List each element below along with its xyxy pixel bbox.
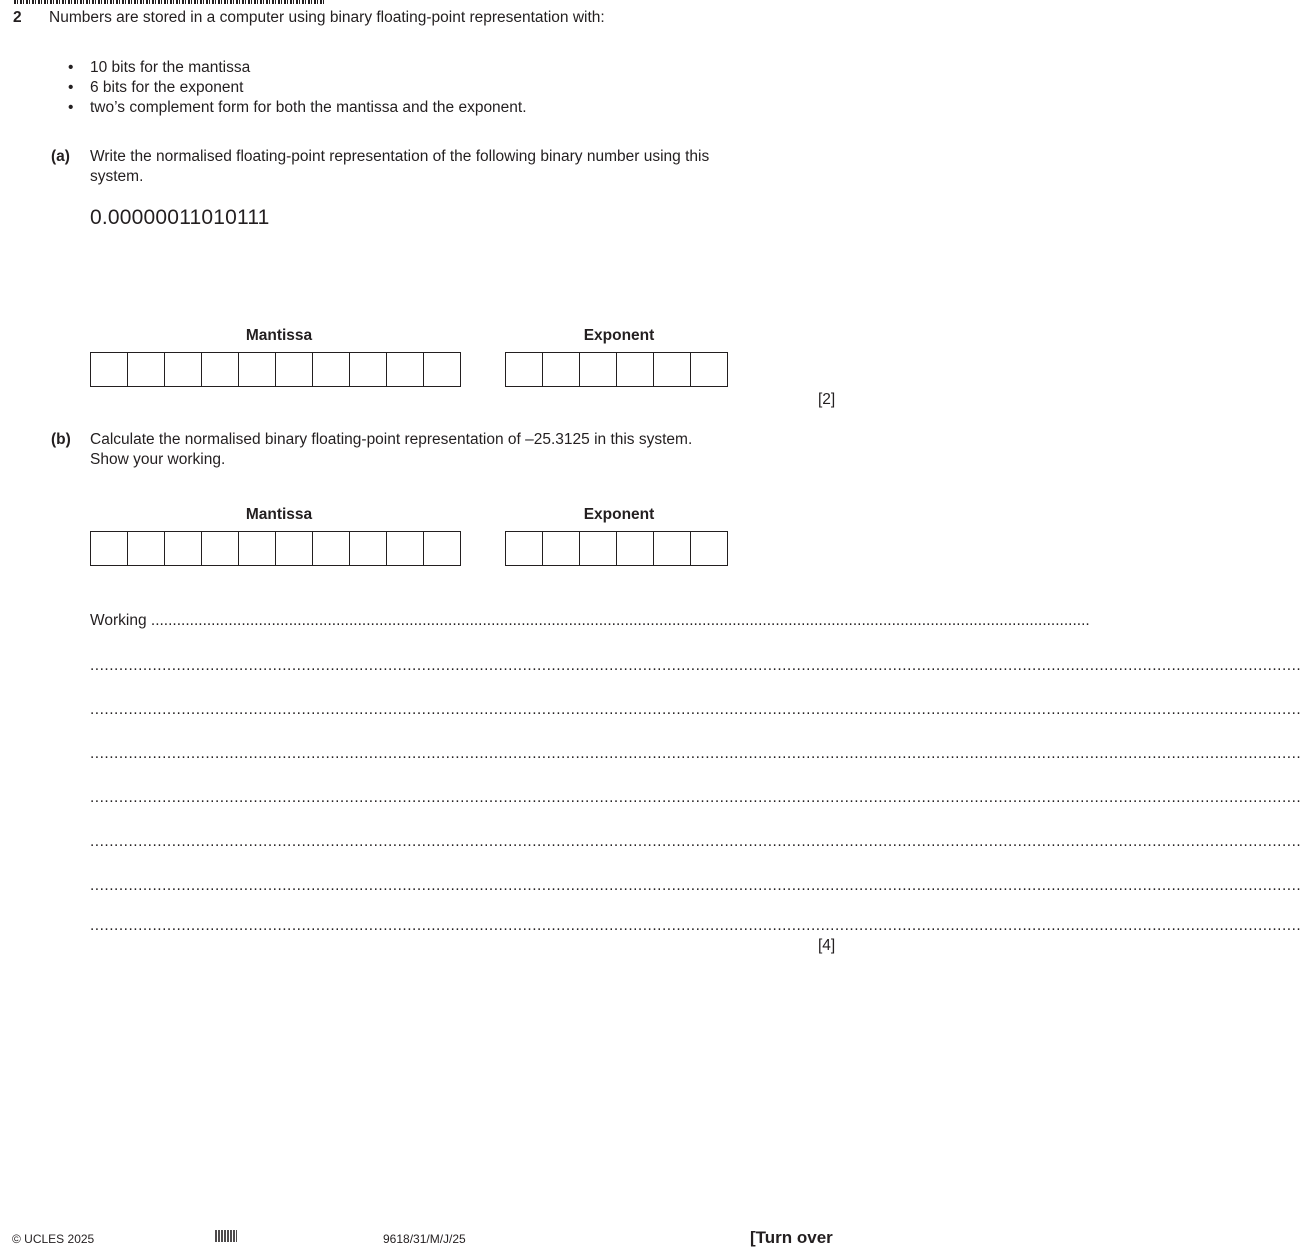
bullet-item: two’s complement form for both the mantissa and the exponent. [90, 99, 527, 116]
bullet-dot: • [68, 59, 74, 76]
question-number: 2 [13, 9, 22, 26]
part-b-exponent-label: Exponent [583, 506, 655, 523]
exponent-bit-box[interactable] [691, 531, 728, 566]
question-intro: Numbers are stored in a computer using binary floating-point representation with: [49, 9, 605, 26]
part-a-text-line1: Write the normalised floating-point representation of the following binary number using this [90, 148, 710, 165]
exponent-bit-box[interactable] [506, 352, 543, 387]
working-answer-line[interactable] [90, 877, 838, 895]
part-b-mantissa-label: Mantissa [245, 506, 313, 523]
working-answer-line[interactable] [90, 833, 838, 851]
mantissa-bit-box[interactable] [313, 352, 350, 387]
exponent-bit-box[interactable] [617, 531, 654, 566]
part-b-exponent-boxes[interactable] [505, 531, 728, 566]
turn-over: [Turn over [750, 1228, 833, 1247]
part-a-exponent-boxes[interactable] [505, 352, 728, 387]
top-barcode [14, 0, 326, 4]
working-answer-line[interactable] [90, 657, 838, 675]
working-answer-line[interactable] [90, 745, 838, 763]
part-a-label: (a) [51, 148, 70, 165]
mantissa-bit-box[interactable] [202, 531, 239, 566]
bullet-item: 6 bits for the exponent [90, 79, 244, 96]
part-a-text-line2: system. [90, 168, 144, 185]
mantissa-bit-box[interactable] [128, 531, 165, 566]
mantissa-bit-box[interactable] [276, 531, 313, 566]
mantissa-bit-box[interactable] [91, 352, 128, 387]
part-a-mantissa-boxes[interactable] [90, 352, 461, 387]
mantissa-bit-box[interactable] [387, 352, 424, 387]
exponent-bit-box[interactable] [580, 531, 617, 566]
mantissa-bit-box[interactable] [165, 531, 202, 566]
exponent-bit-box[interactable] [543, 352, 580, 387]
working-answer-line[interactable] [90, 789, 838, 807]
part-b-label: (b) [51, 431, 71, 448]
mantissa-bit-box[interactable] [239, 531, 276, 566]
mantissa-bit-box[interactable] [350, 352, 387, 387]
exponent-bit-box[interactable] [580, 352, 617, 387]
mantissa-bit-box[interactable] [91, 531, 128, 566]
exponent-bit-box[interactable] [654, 352, 691, 387]
part-a-exponent-label: Exponent [583, 327, 655, 344]
working-label: Working [90, 612, 147, 629]
mantissa-bit-box[interactable] [202, 352, 239, 387]
mantissa-bit-box[interactable] [424, 352, 461, 387]
exponent-bit-box[interactable] [506, 531, 543, 566]
mantissa-bit-box[interactable] [239, 352, 276, 387]
working-answer-line[interactable] [90, 917, 838, 935]
exponent-bit-box[interactable] [691, 352, 728, 387]
part-b-text-line2: Show your working. [90, 451, 226, 468]
paper-code: 9618/31/M/J/25 [383, 1232, 466, 1246]
bullet-item: 10 bits for the mantissa [90, 59, 251, 76]
exponent-bit-box[interactable] [654, 531, 691, 566]
dotted-answer-line: .......................................................................................................................................................................................................................... [150, 612, 1090, 629]
exponent-bit-box[interactable] [617, 352, 654, 387]
copyright: © UCLES 2025 [12, 1232, 95, 1246]
bullet-dot: • [68, 79, 74, 96]
working-line-first[interactable] [90, 612, 1090, 630]
part-b-text-line1: Calculate the normalised binary floating-point representation of –25.3125 in this system. [90, 431, 693, 448]
part-b-mantissa-boxes[interactable] [90, 531, 461, 566]
qr-code-icon [215, 1230, 237, 1242]
mantissa-bit-box[interactable] [387, 531, 424, 566]
mantissa-bit-box[interactable] [128, 352, 165, 387]
mantissa-bit-box[interactable] [165, 352, 202, 387]
mantissa-bit-box[interactable] [313, 531, 350, 566]
mantissa-bit-box[interactable] [424, 531, 461, 566]
part-a-mantissa-label: Mantissa [245, 327, 313, 344]
mantissa-bit-box[interactable] [350, 531, 387, 566]
working-answer-line[interactable] [90, 701, 838, 719]
bullet-dot: • [68, 99, 74, 116]
mantissa-bit-box[interactable] [276, 352, 313, 387]
binary-number: 0.00000011010111 [90, 206, 270, 229]
exponent-bit-box[interactable] [543, 531, 580, 566]
part-a-marks: [2] [818, 391, 836, 408]
part-b-marks: [4] [818, 937, 836, 954]
